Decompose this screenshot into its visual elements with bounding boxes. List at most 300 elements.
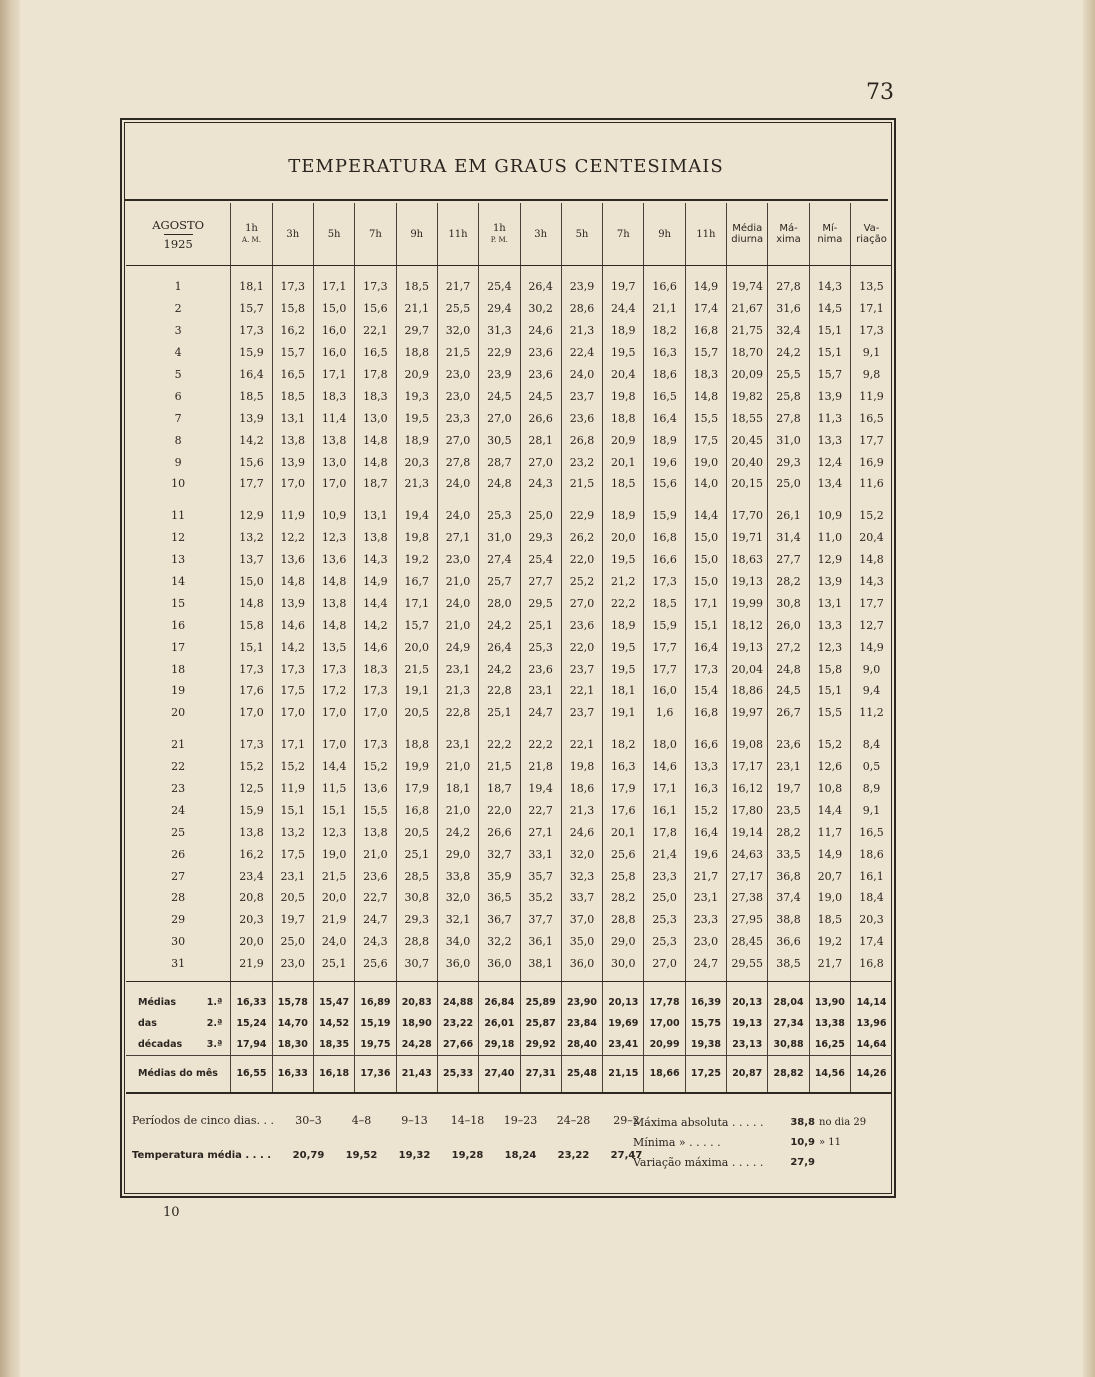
temp-cell: 26,7 [768,702,809,724]
spacer-cell [603,981,644,992]
decade-mean-cell: 30,88 [768,1034,809,1056]
temp-cell: 21,0 [437,571,478,593]
temp-cell: 32,7 [479,843,520,865]
temp-cell: 23,1 [437,658,478,680]
header-maxima: Má- xima [768,203,809,266]
temp-cell: 19,4 [520,778,561,800]
temp-cell: 13,0 [313,451,354,473]
temp-cell: 25,0 [520,505,561,527]
temp-cell: 16,5 [851,407,893,429]
temp-cell: 17,4 [685,298,726,320]
temp-cell: 23,9 [479,364,520,386]
temp-cell: 27,8 [437,451,478,473]
temp-cell: 15,1 [272,799,313,821]
temp-cell: 19,7 [272,909,313,931]
temp-cell: 22,2 [520,734,561,756]
spacer-cell [561,724,602,734]
temp-cell: 24,0 [313,931,354,953]
temp-cell: 22,2 [603,592,644,614]
temp-cell: 23,6 [561,407,602,429]
temp-cell: 20,3 [231,909,272,931]
temp-cell: 23,2 [561,451,602,473]
temp-cell: 14,6 [272,614,313,636]
temp-cell: 37,4 [768,887,809,909]
max-day: no dia 29 [819,1116,867,1128]
temp-cell: 18,70 [727,342,768,364]
decade-mean-cell: 17,00 [644,1013,685,1034]
decade-mean-cell: 23,84 [561,1013,602,1034]
decade-word: décadas [138,1038,183,1050]
temp-cell: 18,9 [603,614,644,636]
spacer-cell [644,981,685,992]
temp-cell: 22,2 [479,734,520,756]
decade-mean-cell: 15,19 [355,1013,396,1034]
decade-mean-cell: 14,70 [272,1013,313,1034]
temp-cell: 17,3 [272,276,313,298]
temp-cell: 18,3 [685,364,726,386]
temp-cell: 12,3 [313,527,354,549]
temp-cell: 14,4 [685,505,726,527]
temp-cell: 18,2 [603,734,644,756]
temp-cell: 13,0 [355,407,396,429]
temp-cell: 19,5 [603,636,644,658]
period-value: 24–28 [556,1114,591,1127]
temp-cell: 24,3 [520,473,561,495]
temp-cell: 17,7 [851,592,893,614]
temp-cell: 22,0 [479,799,520,821]
temp-cell: 36,0 [561,953,602,975]
temp-cell: 36,5 [479,887,520,909]
temp-cell: 1,6 [644,702,685,724]
temp-cell: 14,8 [355,451,396,473]
temp-cell: 15,2 [355,756,396,778]
day-row [126,473,892,495]
period-value: 4–8 [351,1114,372,1127]
temp-cell: 18,12 [727,614,768,636]
temp-cell: 13,3 [685,756,726,778]
temp-cell: 33,8 [437,865,478,887]
temp-cell: 21,3 [396,473,437,495]
temp-cell: 17,3 [231,658,272,680]
day-number: 21 [171,738,186,752]
spacer-cell [272,724,313,734]
header-1am: 1h A. M. [231,203,272,266]
spacer-cell [685,724,726,734]
decade-mean-cell: 13,38 [809,1013,850,1034]
temp-cell: 17,3 [313,658,354,680]
temp-cell: 13,9 [809,571,850,593]
spacer-cell [479,266,520,277]
temp-cell: 16,8 [685,702,726,724]
temp-cell: 19,13 [727,636,768,658]
temp-cell: 17,3 [355,734,396,756]
decade-mean-cell: 19,13 [727,1013,768,1034]
temp-cell: 18,7 [355,473,396,495]
temp-cell: 30,8 [768,592,809,614]
temp-cell: 27,0 [437,429,478,451]
temp-cell: 23,7 [561,658,602,680]
day-row [126,571,892,593]
header-row [126,203,892,266]
temp-cell: 14,2 [272,636,313,658]
spacer-cell [685,981,726,992]
temp-cell: 19,1 [396,680,437,702]
temp-cell: 17,0 [313,473,354,495]
decade-spacer [126,724,892,734]
spacer-cell [479,724,520,734]
temp-cell: 19,5 [603,549,644,571]
temp-cell: 18,7 [479,778,520,800]
decade-ordinal: 1.ª [206,996,223,1008]
temp-cell: 30,2 [520,298,561,320]
spacer-cell [272,981,313,992]
decade-mean-cell: 23,90 [561,992,602,1013]
spacer-cell [561,981,602,992]
var-value: 27,9 [790,1156,815,1168]
temp-cell: 15,1 [809,342,850,364]
temp-cell: 14,8 [355,429,396,451]
decade-mean-cell: 26,01 [479,1013,520,1034]
decade-mean-cell: 18,30 [272,1034,313,1056]
decade-mean-cell: 19,38 [685,1034,726,1056]
temp-cell: 25,0 [644,887,685,909]
temp-cell: 24,6 [520,320,561,342]
day-row [126,320,892,342]
temp-cell: 15,6 [644,473,685,495]
header-7pm: 7h [603,203,644,266]
temp-cell: 23,1 [768,756,809,778]
spacer-cell [313,495,354,505]
temp-cell: 14,9 [685,276,726,298]
temp-cell: 18,9 [603,505,644,527]
day-number: 3 [174,324,182,338]
temp-cell: 21,9 [313,909,354,931]
temp-cell: 28,2 [603,887,644,909]
temp-cell: 12,7 [851,614,893,636]
temp-cell: 15,2 [272,756,313,778]
temp-cell: 19,2 [396,549,437,571]
temp-cell: 13,6 [272,549,313,571]
temp-cell: 21,0 [437,756,478,778]
temp-cell: 19,1 [603,702,644,724]
temp-mean-value: 27,47 [610,1150,643,1161]
header-3am: 3h [272,203,313,266]
temp-cell: 24,8 [479,473,520,495]
temp-cell: 27,1 [520,821,561,843]
temp-cell: 18,3 [313,385,354,407]
temp-cell: 14,4 [355,592,396,614]
temp-cell: 37,7 [520,909,561,931]
spacer-cell [520,495,561,505]
temp-cell: 17,1 [685,592,726,614]
extremes-box [633,1112,883,1172]
temp-cell: 22,1 [561,734,602,756]
temp-cell: 17,1 [644,778,685,800]
min-day: » 11 [819,1136,842,1148]
temp-cell: 24,6 [561,821,602,843]
spacer-cell [851,981,893,992]
temp-cell: 13,9 [272,451,313,473]
temp-cell: 17,0 [272,702,313,724]
period-value: 29–2 [613,1114,640,1127]
temp-cell: 29,4 [479,298,520,320]
temp-cell: 23,1 [437,734,478,756]
temp-cell: 23,6 [768,734,809,756]
day-number: 26 [171,847,186,861]
temp-cell: 10,8 [809,778,850,800]
temp-cell: 21,0 [437,614,478,636]
temp-cell: 25,3 [479,505,520,527]
temp-cell: 13,1 [355,505,396,527]
spacer-cell [126,981,231,992]
temp-cell: 28,8 [603,909,644,931]
spacer-cell [479,981,520,992]
month-mean-cell: 27,40 [479,1055,520,1093]
spacer-cell [644,724,685,734]
month-mean-row [126,1055,892,1093]
temp-cell: 21,5 [561,473,602,495]
temp-cell: 12,9 [231,505,272,527]
header-5pm: 5h [561,203,602,266]
temp-cell: 25,8 [768,385,809,407]
temp-cell: 36,1 [520,931,561,953]
temp-cell: 18,9 [396,429,437,451]
temp-cell: 19,0 [685,451,726,473]
temp-cell: 23,3 [644,865,685,887]
header-variacao: Va- riação [851,203,893,266]
day-number: 20 [171,706,186,720]
temp-cell: 31,3 [479,320,520,342]
temp-cell: 17,1 [313,364,354,386]
temp-cell: 20,0 [231,931,272,953]
temp-cell: 19,74 [727,276,768,298]
temp-cell: 20,8 [231,887,272,909]
month-mean-cell: 25,48 [561,1055,602,1093]
temp-cell: 18,3 [355,385,396,407]
decade-mean-cell: 16,33 [231,992,272,1013]
temp-cell: 17,0 [313,734,354,756]
month-mean-cell: 17,25 [685,1055,726,1093]
decade-mean-row [126,992,892,1013]
day-number: 27 [171,869,186,883]
month-mean-cell: 17,36 [355,1055,396,1093]
temp-cell: 16,7 [396,571,437,593]
day-row [126,385,892,407]
temp-cell: 19,0 [313,843,354,865]
temp-cell: 21,7 [685,865,726,887]
spacer-cell [644,266,685,277]
temp-cell: 15,7 [231,298,272,320]
spacer-cell [231,981,272,992]
temp-cell: 16,3 [644,342,685,364]
temp-cell: 18,86 [727,680,768,702]
temp-cell: 23,6 [520,658,561,680]
temp-cell: 15,7 [272,342,313,364]
temp-cell: 27,8 [768,276,809,298]
temp-cell: 23,3 [437,407,478,429]
temp-cell: 14,2 [355,614,396,636]
temp-cell: 19,5 [396,407,437,429]
temp-cell: 15,1 [313,799,354,821]
spacer-cell [851,495,893,505]
temp-cell: 36,0 [479,953,520,975]
temp-cell: 15,8 [231,614,272,636]
temp-cell: 24,5 [520,385,561,407]
temp-cell: 17,7 [851,429,893,451]
temp-cell: 19,3 [396,385,437,407]
day-number: 11 [171,509,186,523]
periods-row [132,1114,653,1127]
temp-cell: 16,5 [355,342,396,364]
temp-cell: 14,3 [851,571,893,593]
temp-cell: 17,70 [727,505,768,527]
temp-cell: 19,9 [396,756,437,778]
temp-cell: 14,3 [809,276,850,298]
day-row [126,680,892,702]
day-row [126,931,892,953]
temp-cell: 15,7 [396,614,437,636]
temp-cell: 25,0 [768,473,809,495]
temp-cell: 14,8 [851,549,893,571]
decade-mean-cell: 24,88 [437,992,478,1013]
day-row [126,799,892,821]
temp-cell: 11,9 [851,385,893,407]
temp-cell: 24,9 [437,636,478,658]
temp-cell: 14,4 [313,756,354,778]
temp-cell: 33,5 [768,843,809,865]
period-value: 30–3 [295,1114,322,1127]
temp-cell: 14,9 [355,571,396,593]
temp-cell: 16,5 [272,364,313,386]
temp-cell: 25,4 [520,549,561,571]
temp-cell: 27,2 [768,636,809,658]
temp-cell: 22,4 [561,342,602,364]
temp-cell: 18,5 [644,592,685,614]
temp-cell: 27,95 [727,909,768,931]
spacer-cell [355,981,396,992]
temp-cell: 32,0 [437,320,478,342]
temp-cell: 9,1 [851,799,893,821]
temp-cell: 20,5 [272,887,313,909]
temp-cell: 16,9 [851,451,893,473]
temp-cell: 20,0 [396,636,437,658]
spacer-cell [313,266,354,277]
temp-cell: 14,8 [313,571,354,593]
month-mean-cell: 16,18 [313,1055,354,1093]
month-mean-label: Médias do mês [126,1055,231,1093]
spacer-cell [126,266,231,277]
temp-cell: 24,8 [768,658,809,680]
temp-cell: 26,1 [768,505,809,527]
day-row [126,887,892,909]
temp-cell: 15,5 [685,407,726,429]
day-row [126,821,892,843]
spacer-cell [396,495,437,505]
decade-mean-cell: 14,14 [851,992,893,1013]
temp-cell: 21,75 [727,320,768,342]
day-row [126,702,892,724]
temp-cell: 19,5 [603,658,644,680]
temp-cell: 25,2 [561,571,602,593]
temp-cell: 17,0 [355,702,396,724]
temp-cell: 11,0 [809,527,850,549]
temp-cell: 16,0 [644,680,685,702]
day-number: 29 [171,913,186,927]
temp-cell: 32,4 [768,320,809,342]
spacer-cell [685,495,726,505]
temp-cell: 18,0 [644,734,685,756]
min-label: Mínima » . . . . . [633,1135,721,1149]
temp-cell: 17,5 [272,843,313,865]
temp-cell: 14,8 [272,571,313,593]
temp-cell: 27,0 [520,451,561,473]
temp-cell: 15,9 [644,614,685,636]
period-value: 14–18 [450,1114,485,1127]
month-mean-cell: 18,66 [644,1055,685,1093]
temp-cell: 23,0 [685,931,726,953]
temp-cell: 17,3 [355,276,396,298]
temp-cell: 20,1 [603,821,644,843]
temp-cell: 24,5 [768,680,809,702]
temp-cell: 36,0 [437,953,478,975]
temp-cell: 21,0 [437,799,478,821]
header-11am: 11h [437,203,478,266]
spacer-cell [851,266,893,277]
temp-cell: 18,9 [603,320,644,342]
temp-cell: 36,6 [768,931,809,953]
temp-cell: 23,9 [561,276,602,298]
temp-cell: 21,3 [561,320,602,342]
temp-mean-value: 18,24 [504,1150,537,1161]
temp-cell: 17,5 [685,429,726,451]
temp-cell: 11,3 [809,407,850,429]
temp-cell: 18,3 [355,658,396,680]
day-row [126,865,892,887]
temp-cell: 16,0 [313,320,354,342]
temp-cell: 10,9 [809,505,850,527]
temp-cell: 15,9 [231,342,272,364]
month-mean-cell: 16,55 [231,1055,272,1093]
temp-cell: 11,9 [272,778,313,800]
top-spacer [126,266,892,277]
temp-cell: 26,4 [520,276,561,298]
temp-cell: 16,8 [851,953,893,975]
spacer-cell [231,266,272,277]
temp-cell: 22,8 [437,702,478,724]
day-number: 14 [171,575,186,589]
spacer-cell [396,724,437,734]
day-row [126,614,892,636]
temp-cell: 23,7 [561,702,602,724]
temp-cell: 24,63 [727,843,768,865]
temp-cell: 13,3 [809,429,850,451]
temp-cell: 24,5 [479,385,520,407]
temp-cell: 17,6 [231,680,272,702]
header-7am: 7h [355,203,396,266]
temp-cell: 28,6 [561,298,602,320]
temp-cell: 14,2 [231,429,272,451]
temp-cell: 15,8 [809,658,850,680]
temp-cell: 14,9 [851,636,893,658]
temp-cell: 12,4 [809,451,850,473]
temp-cell: 17,3 [851,320,893,342]
temp-cell: 25,7 [479,571,520,593]
temp-cell: 19,97 [727,702,768,724]
decade-mean-cell: 20,99 [644,1034,685,1056]
temp-cell: 29,3 [396,909,437,931]
temp-mean-value: 19,28 [451,1150,484,1161]
temp-cell: 23,6 [355,865,396,887]
